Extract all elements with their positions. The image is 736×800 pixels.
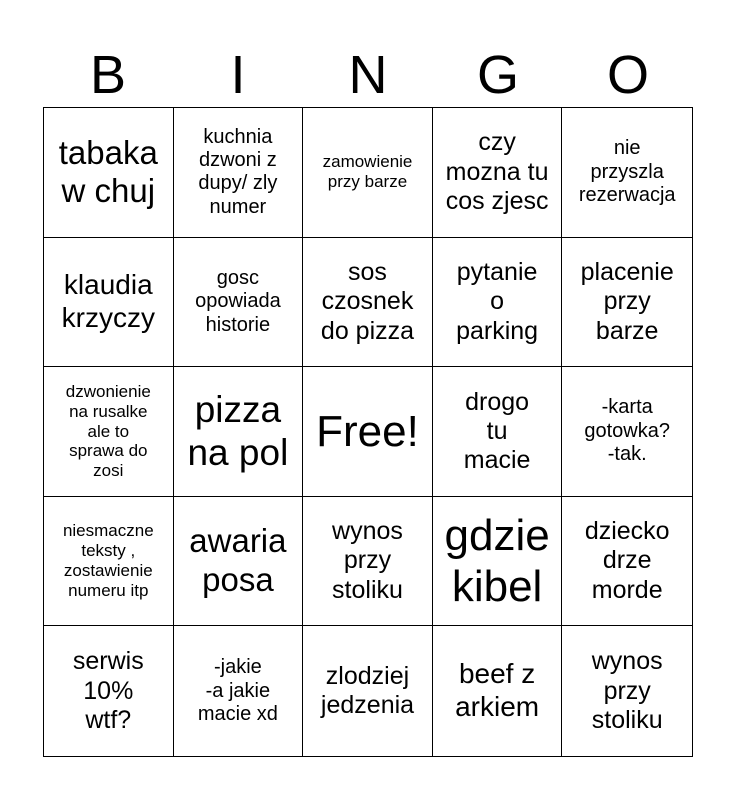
bingo-cell-text: nie przyszla rezerwacja — [578, 137, 676, 206]
bingo-cell[interactable] — [562, 626, 692, 756]
bingo-cell[interactable] — [433, 367, 563, 497]
bingo-cell-text: awaria posa — [189, 522, 287, 599]
bingo-cell[interactable] — [433, 238, 563, 368]
bingo-cell-text: dzwonienie na rusalke ale to sprawa do zosi — [65, 381, 151, 481]
bingo-cell[interactable] — [44, 626, 174, 756]
bingo-cell-text: wynos przy stoliku — [591, 647, 663, 734]
bingo-cell[interactable] — [44, 367, 174, 497]
bingo-cell-text: klaudia krzyczy — [61, 269, 155, 333]
bingo-cell-text: dziecko drze morde — [584, 517, 670, 604]
header-letter-o: O — [606, 45, 649, 105]
bingo-cell[interactable] — [433, 108, 563, 238]
bingo-header — [43, 40, 693, 108]
bingo-cell[interactable] — [562, 367, 692, 497]
bingo-board — [43, 107, 693, 757]
bingo-cell-text: zlodziej jedzenia — [320, 661, 415, 720]
bingo-cell-text: Free! — [316, 406, 419, 456]
bingo-cell[interactable] — [44, 497, 174, 627]
bingo-cell[interactable] — [174, 626, 304, 756]
bingo-cell[interactable] — [44, 108, 174, 238]
bingo-cell-text: gosc opowiada historie — [195, 266, 281, 336]
bingo-cell[interactable] — [562, 497, 692, 627]
header-letter-n: N — [348, 45, 388, 105]
bingo-cell-text: czy mozna tu cos zjesc — [445, 128, 549, 215]
bingo-cell[interactable] — [433, 497, 563, 627]
header-letter-b: B — [89, 45, 127, 105]
bingo-cell[interactable] — [303, 497, 433, 627]
bingo-cell-text: serwis 10% wtf? — [72, 647, 144, 734]
bingo-cell[interactable] — [303, 626, 433, 756]
bingo-cell-text: gdzie kibel — [444, 510, 550, 612]
bingo-cell-text: zamowienie przy barze — [322, 152, 413, 192]
bingo-cell-text: -karta gotowka? -tak. — [584, 396, 670, 466]
bingo-cell-text: pytanie o parking — [456, 258, 539, 345]
bingo-cell-text: pizza na pol — [187, 389, 289, 474]
bingo-cell-text: drogo tu macie — [463, 387, 531, 475]
bingo-cell[interactable] — [44, 238, 174, 368]
bingo-cell-text: wynos przy stoliku — [332, 517, 403, 604]
header-letter-g: G — [476, 45, 519, 105]
bingo-cell[interactable] — [174, 497, 304, 627]
bingo-cell[interactable] — [174, 238, 304, 368]
bingo-cell-text: niesmaczne teksty , zostawienie numeru itp — [62, 521, 154, 600]
header-letter-i: I — [230, 45, 246, 105]
bingo-cell[interactable] — [303, 238, 433, 368]
bingo-cell-text: tabaka w chuj — [58, 133, 158, 210]
bingo-cell[interactable] — [303, 108, 433, 238]
bingo-free-cell[interactable] — [303, 367, 433, 497]
bingo-cell[interactable] — [562, 238, 692, 368]
bingo-cell-text: placenie przy barze — [580, 258, 674, 345]
bingo-cell-text: sos czosnek do pizza — [320, 258, 415, 345]
bingo-cell[interactable] — [562, 108, 692, 238]
bingo-cell[interactable] — [433, 626, 563, 756]
bingo-cell[interactable] — [174, 367, 304, 497]
bingo-cell-text: -jakie -a jakie macie xd — [197, 656, 278, 725]
bingo-cell[interactable] — [174, 108, 304, 238]
bingo-cell-text: kuchnia dzwoni z dupy/ zly numer — [198, 125, 278, 218]
bingo-cell-text: beef z arkiem — [455, 658, 540, 723]
